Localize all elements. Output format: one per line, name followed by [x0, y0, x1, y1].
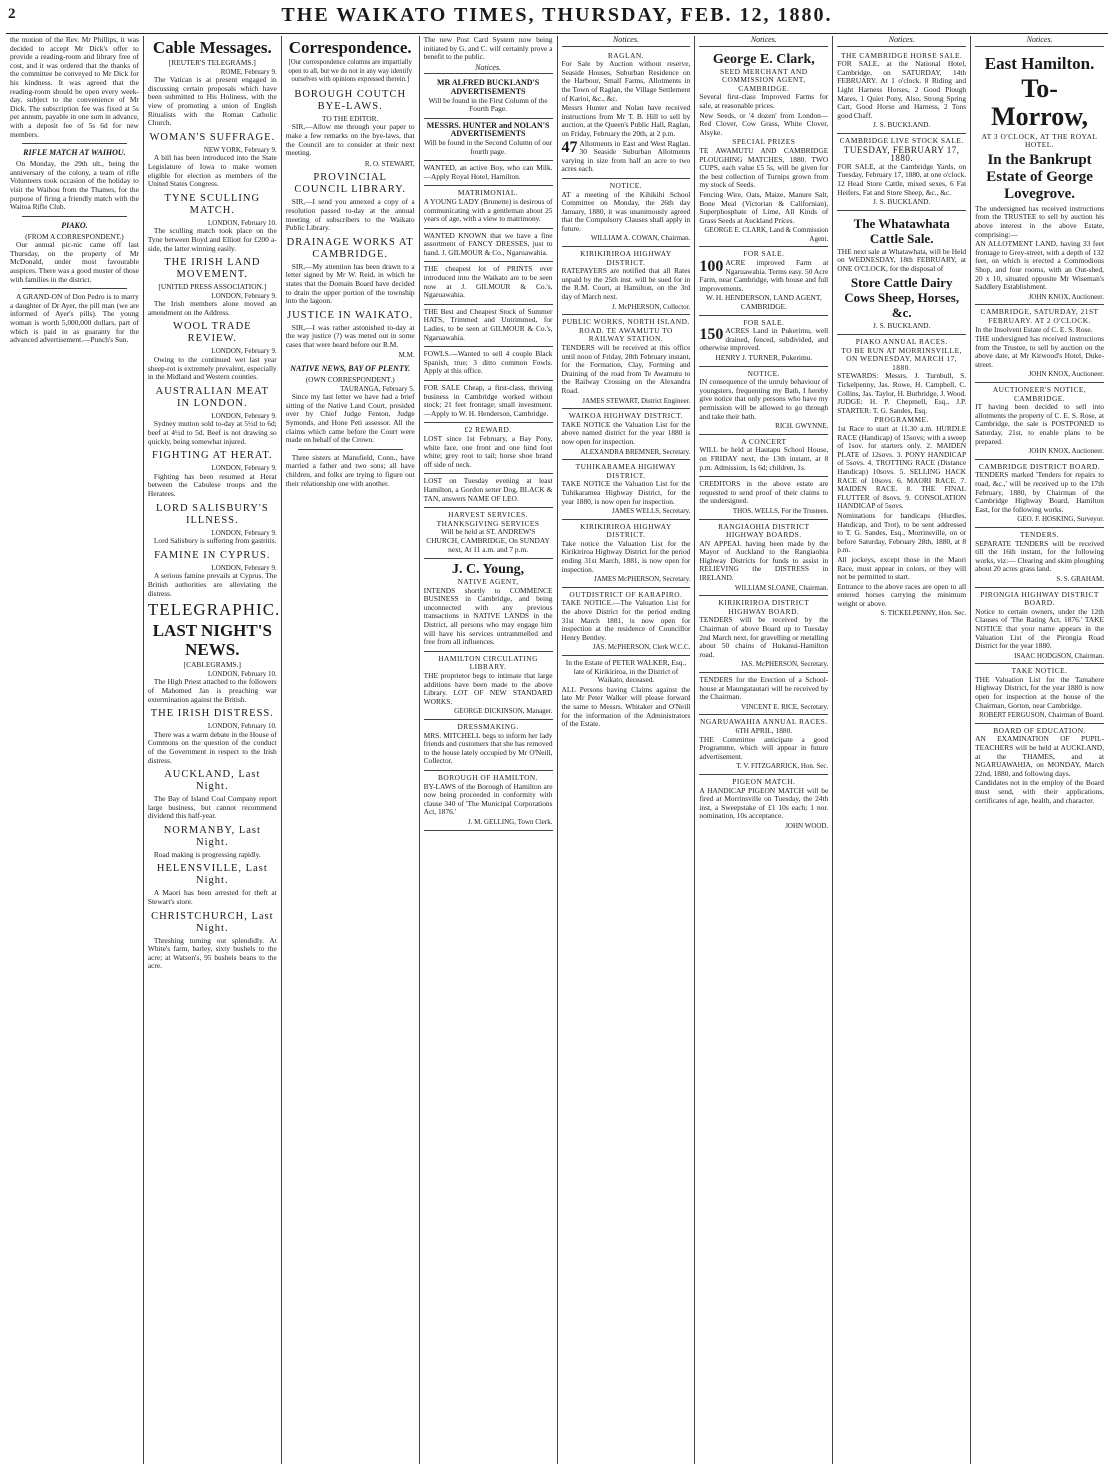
- advert: [837, 211, 966, 335]
- advert-text: THE Best and Cheapest Stock of Summer HATS, Trimmed and Untrimmed, for Ladies, to be seen at GILMOUR & Co.'s, Ngaruawahia.: [423, 306, 553, 342]
- advert-signature: J. S. BUCKLAND.: [873, 120, 931, 130]
- advert-title: J. C. Young,: [451, 562, 525, 578]
- advert-text: INTENDS shortly to COMMENCE BUSINESS in Cambridge, and being unconnected with any previous transactions in NATIVE LANDS in the District, all persons who may engage him will have his services untrammelled and free from all influences.: [423, 585, 553, 647]
- article-heading: PIAKO.: [61, 220, 88, 230]
- dateline: ROME, February 9.: [220, 67, 277, 76]
- advert-text: TE AWAMUTU AND CAMBRIDGE PLOUGHING MATCHES, 1880. TWO CUPS, each value £5 5s, will be given for the best collection of Turnips grown from my stock of Seeds.: [699, 145, 829, 190]
- advert-text: Candidates not in the employ of the Board must send, with their applications, certificates of age, health, and character.: [975, 778, 1104, 805]
- advert-text: TENDERS marked 'Tenders for repairs to road, &c.,' will be received up to the 17th February, 1880, by Chairman of the Cambridge Highway Board, Hamilton East, for the following works.: [975, 470, 1104, 514]
- advert: [562, 179, 691, 247]
- news-heading: TYNE SCULLING MATCH.: [164, 192, 261, 216]
- advert-signature: THOS. WELLS, For the Trustees.: [732, 506, 829, 515]
- advert-text: AT a meeting of the Kihikihi School Committee on Monday, the 26th day January, 1880, it was unanimously agreed that the Compulsory Clauses shall apply in future.: [561, 189, 691, 233]
- advert-title: A CONCERT: [741, 436, 787, 446]
- news-text: The Bay of Island Coal Company report large business, but cannot recommend dividend this half-year.: [147, 794, 277, 821]
- advert: [975, 664, 1104, 724]
- advert-text: AN ALLOTMENT LAND, having 33 feet frontage to Grey-street, with a depth of 132 feet, on which is erected a Commodious Shop, and four rooms, with an Out-shed, 20 x 10, situated opposite Mr Wiseman's Saddlery Establishment.: [975, 239, 1104, 292]
- news-text: Lord Salisbury is suffering from gastritis.: [153, 536, 277, 546]
- advert-signature: J. M. GELLING, Town Clerk.: [467, 817, 553, 826]
- advert: [424, 652, 553, 720]
- advert-text: Will be held at ST. ANDREW'S CHURCH, CAMBRIDGE, On SUNDAY next, At 11 a.m. and 7 p.m.: [426, 527, 550, 554]
- advert-title: PIGEON MATCH.: [732, 776, 796, 786]
- advert-signature: JAS. McPHERSON, Secretary.: [740, 660, 829, 669]
- masthead: [6, 4, 1108, 34]
- news-heading: THE IRISH DISTRESS.: [150, 708, 274, 720]
- advert-title: The Whatawhata Cattle Sale.: [853, 215, 950, 246]
- dateline: LONDON, February 9.: [211, 347, 277, 356]
- news-text: There was a warm debate in the House of Commons on the question of the conduct of the Government in respect to the Irish distress.: [147, 729, 277, 765]
- advert-signature: S. S. GRAHAM.: [1056, 574, 1104, 583]
- advert-text: FOR SALE, at the National Hotel, Cambridge, on SATURDAY, 14th FEBRUARY. At 1 o'clock. 8 Riding and Light Harness Horses, 2 Good Plough Mares, 1 Quiet Pony, Also, Strong Spring Cart, Good Horse and Harness, 2 Tons good Chaff.: [837, 59, 967, 120]
- advert-title: HARVEST SERVICES. THANKSGIVING SERVICES: [436, 510, 540, 528]
- advert-signature: T. V. FITZGARRICK, Hon. Sec.: [736, 762, 829, 771]
- source-note: [CABLEGRAMS.]: [183, 660, 241, 670]
- news-text: Sydney mutton sold to-day at 5½d to 6d; beef at 4½d to 5d. Beef is not drawing so quickly, being somewhat injured.: [147, 419, 277, 446]
- advert-subtitle: ROAD. TE AWAMUTU TO RAILWAY STATION.: [578, 325, 673, 344]
- advert-text: FOR SALE Cheap, a first-class, thriving business in Cambridge worked without stock; 21 feet frontage; small investment.—Apply to W. H. Henderson, Cambridge.: [423, 383, 553, 418]
- column-5: [558, 36, 696, 1464]
- advert-text: Will be found in the Second Column of our fourth page.: [423, 137, 553, 156]
- advert-text: THE undersigned has received instructions from the Trustee, to sell by auction on the above date, at Mr Kirwood's Hotel, Duke-street.: [975, 334, 1104, 369]
- column-3: [282, 36, 420, 1464]
- advert-title: NGARUAWAHIA ANNUAL RACES.: [699, 717, 828, 727]
- advert-title: MR ALFRED BUCKLAND'S ADVERTISEMENTS: [436, 78, 540, 96]
- advert-signature: JAMES McPHERSON, Secretary.: [594, 575, 691, 584]
- column-2: [144, 36, 282, 1464]
- advert-signature: HENRY J. TURNER, Pukerimu.: [715, 353, 813, 362]
- advert: [699, 520, 828, 597]
- advert-text: STEWARDS: Messrs. J. Turnbull, S. Tickelpenny, Jas. Rowe, H. Campbell, C. Collins, Jas. Taylor, H. Burbridge, J. Wood. JUDGE: H. P. Chepmell, Esq., J.P. STARTER: T. G. Sandes, Esq.: [837, 371, 967, 415]
- advert: [699, 367, 828, 435]
- letter-salutation: TO THE EDITOR.: [321, 113, 379, 123]
- advert-text: For Sale by Auction without reserve, Seaside Houses, Suburban Residence on the Harbour, Small Farms, Allotments in the Town of Raglan, the Village Settlement of Karioi, &c., &c.: [561, 59, 691, 103]
- advert-title: PUBLIC WORKS, NORTH ISLAND.: [562, 317, 690, 327]
- news-heading: NORMANBY, Last Night.: [163, 824, 261, 848]
- advert-text: Messrs Hunter and Nolan have received instructions from Mr T. B. Hill to sell by auction, at the Queen's Public Hall, Raglan, on Friday, February the 20th, at 2 p.m.: [561, 103, 691, 138]
- section-title-telegraphic: TELEGRAPHIC.: [147, 600, 281, 620]
- dateline: LONDON, February 9.: [211, 464, 277, 473]
- advert-title: CAMBRIDGE LIVE STOCK SALE.: [839, 135, 964, 145]
- advert-title: TENDERS.: [1020, 529, 1060, 539]
- divider: [298, 449, 403, 450]
- news-text: The Irish members alone moved an amendment on the Address.: [147, 299, 277, 317]
- advert: [562, 315, 691, 409]
- advert-text: TAKE NOTICE the Valuation List for the Tuhikaramea Highway District, for the year 1880, is now open for inspection.: [561, 479, 691, 506]
- advert-text-span: Allotments in East and West Raglan. 30 Seaside Suburban Allotments varying in size from half an acre to two acres each.: [561, 138, 691, 174]
- advert-text: THE Committee anticipate a good Programme, which will appear in future advertisement.: [699, 734, 829, 761]
- advert: [699, 715, 828, 775]
- advert-title: BOROUGH OF HAMILTON.: [437, 772, 539, 782]
- advert-title: NOTICE.: [609, 180, 643, 190]
- advert-signature: WILLIAM SLOANE, Chairman.: [734, 583, 829, 592]
- advert: [424, 76, 553, 118]
- advert-subtitle: PROGRAMME.: [874, 415, 929, 425]
- article-heading: NATIVE NEWS, BAY OF PLENTY.: [290, 364, 411, 374]
- column-heading: Notices.: [975, 36, 1104, 47]
- news-heading: THE IRISH LAND MOVEMENT.: [164, 257, 261, 281]
- advert-text: The undersigned has received instructions from the TRUSTEE to sell by auction his above interest in the above Estate, comprising:—: [975, 203, 1104, 239]
- advert-text: In the Estate of PETER WALKER, Esq., late of Kirikiriroa, in the District of Waikato, deceased.: [565, 658, 687, 685]
- advert-title: NOTICE.: [747, 368, 781, 378]
- advert: [424, 720, 553, 771]
- advert-text: [699, 327, 828, 353]
- letter-text: SIR,—Allow me through your paper to make a few remarks on the bye-laws, that the Council are to consider at their next meeting.: [285, 122, 415, 158]
- advert-subtitle: AT 3 O'CLOCK, AT THE ROYAL HOTEL.: [981, 131, 1098, 150]
- advert-title: KIRIKIRIROA HIGHWAY DISTRICT.: [580, 521, 672, 540]
- column-1: [6, 36, 144, 1464]
- advert-signature: GEORGE DICKINSON, Manager.: [454, 707, 553, 716]
- advert: [562, 409, 691, 460]
- letter-heading: JUSTICE IN WAIKATO.: [287, 309, 414, 321]
- section-title-cable-messages: Cable Messages.: [152, 38, 272, 57]
- advert-title: PIRONGIA HIGHWAY DISTRICT BOARD.: [980, 589, 1099, 608]
- advert-title: East Hamilton.: [984, 53, 1095, 73]
- advert-title: Store Cattle Dairy Cows Sheep, Horses, &c.: [844, 275, 960, 321]
- advert-text-span: ACRE improved Farm at Ngaruawahia. Terms easy. 50 Acre Farm, near Cambridge, with house and full improvements.: [699, 258, 829, 293]
- article-text: Our annual pic-nic came off last Thursday, on the property of Mr McDonald, under most favourable auspices. There was a good muster of those with families in the district.: [10, 240, 139, 284]
- advert: [699, 596, 828, 673]
- letter-signature: R. O. STEWART,: [364, 159, 415, 168]
- advert-number: 100: [699, 258, 724, 276]
- advert-title: RANGIAOHIA DISTRICT HIGHWAY BOARDS.: [718, 521, 810, 540]
- advert-title: WAIKOA HIGHWAY DISTRICT.: [568, 411, 684, 421]
- advert: [424, 381, 553, 423]
- advert-text: 1st Race to start at 11.30 a.m. HURDLE RACE (Handicap) of 15sovs; with a sweep of 1sov. for starters only. 2. MAIDEN PLATE of 12sovs. 3. PONY HANDICAP of 5sovs. 4. TROTTING RACE (Distance Handicap) 10sovs. 5. SELLING HACK RACE of 10sovs. 6. MAORI RACE. 7. MAIDEN RACE. 8. THE FINAL FLUTTER of 8sovs. 9. CONSOLATION HANDICAP of 5sovs.: [837, 424, 967, 511]
- advert-subtitle: TUESDAY, FEBRUARY 17, 1880.: [843, 144, 960, 164]
- column-heading: Notices.: [424, 64, 553, 75]
- advert-text: AN APPEAL having been made by the Mayor of Auckland to the Rangiaohia Highway Districts for funds to assist in RELIEVING the DISTRESS in IRELAND.: [699, 538, 829, 583]
- advert: [975, 460, 1104, 528]
- dateline: TAURANGA, February 5.: [340, 384, 415, 393]
- advert-signature: J. S. BUCKLAND.: [873, 197, 931, 207]
- advert-text: Take notice the Valuation List for the Kirikiriroa Highway District for the period ending 31st March, 1881, is now open for inspection.: [561, 538, 691, 574]
- advert-text: A HANDICAP PIGEON MATCH will be fired at Morrinsville on Tuesday, the 24th inst, a Sweepstake of £1 10s each; 1 nor. nomination, 10s acceptance.: [699, 785, 829, 821]
- advert-text: IT having been decided to sell into allotments the property of C. E. S. Rose, at Cambridge, the sale is POSTPONED to Saturday, 21st, to enable plans to be prepared.: [975, 402, 1104, 446]
- advert-text: SEPARATE TENDERS will be received till the 16th instant, for the following works, viz:— Clearing and skim ploughing about 20 acres grass land.: [975, 538, 1104, 574]
- advert-title: THE CAMBRIDGE HORSE SALE.: [841, 50, 963, 60]
- advert-text: RATEPAYERS are notified that all Rates unpaid by the 25th inst. will be sued for in the R.M. Court, at Hamilton, on the 3rd day of March next.: [561, 266, 691, 302]
- divider: [22, 143, 127, 144]
- advert-text: TENDERS will be received at this office until noon of Friday, 20th February instant, for the Formation, Clay, Forming and Draining of the road from Te Awamutu to the Railway Crossing on the Alexandra Road.: [561, 343, 691, 395]
- advert-title: FOR SALE.: [743, 317, 785, 327]
- dateline: LONDON, February 9.: [211, 563, 277, 572]
- advert-title: FOR SALE.: [743, 249, 785, 259]
- advert-text-span: ACRES Land in Pukerimu, well drained, fenced, subdivided, and otherwise improved.: [699, 326, 829, 353]
- article-text: A GRAND-ON of Don Pedro is to marry a daughter of Dr Ayer, the pill man (we are informed of Ayer's pills). The young woman is worth 5,000,000 dollars, part of which is paid in as guaranty for the advanced advertisement.—Punch's Sun.: [10, 292, 139, 345]
- advert-text: THE cheapest lot of PRINTS ever introduced into the Waikato are to be seen now at J. GILMOUR & Co.'s, Ngaruawahia.: [423, 264, 553, 300]
- advert: [699, 247, 828, 315]
- news-text: A bill has been introduced into the State Legislature of Iowa to make women eligible for election as members of the United States Congress.: [147, 153, 277, 189]
- article-text: Three sisters at Mansfield, Conn., have married a father and two sons; all have children, and folks are trying to figure out their relationship one with another.: [285, 452, 415, 488]
- news-heading: WOMAN'S SUFFRAGE.: [149, 131, 276, 143]
- advert-text: TENDERS for the Erection of a School-house at Maungatautari will be received by the Chairman.: [699, 675, 829, 702]
- advert-text: LOST since 1st February, a Bay Pony, white face, one front and one hind foot white; grey root to tail; horse shoe brand off side of neck.: [423, 433, 553, 469]
- advert-text: TAKE NOTICE.—The Valuation List for the above District for the period ending 31st March 1881, is now open for inspection at the residence of Councillor Henry Bentley.: [561, 598, 691, 642]
- source-note: [REUTER'S TELEGRAMS.]: [168, 58, 256, 67]
- advert-signature: J. McPHERSON, Collector.: [612, 302, 691, 311]
- advert-signature: W. H. HENDERSON, LAND AGENT, CAMBRIDGE.: [705, 293, 822, 312]
- advert: [975, 588, 1104, 665]
- news-text: A Maori has been arrested for theft at Stewart's store.: [147, 888, 277, 907]
- advert-text: LOST on Tuesday evening at least Hamilton, a Gordon setter Dog, BLACK & TAN, answers NAME OF LEO.: [423, 476, 553, 503]
- advert-date: 6TH APRIL, 1880.: [735, 725, 793, 735]
- news-heading: AUSTRALIAN MEAT IN LONDON.: [155, 385, 269, 409]
- advert: [424, 423, 553, 474]
- section-title-last-nights-news: LAST NIGHT'S NEWS.: [152, 621, 272, 660]
- columns: [6, 36, 1108, 1464]
- page-number: 2: [8, 6, 16, 22]
- advert-signature: JOHN KNOX, Auctioneer.: [1028, 370, 1104, 379]
- advert-title: TUHIKARAMEA HIGHWAY DISTRICT.: [575, 462, 677, 480]
- advert: [975, 724, 1104, 809]
- advert: [562, 520, 691, 588]
- advert-text: Several first-class Improved Farms for sale, at reasonable prices.: [699, 92, 829, 110]
- advert-signature: JAMES STEWART, District Engineer.: [582, 396, 691, 405]
- advert-title: DRESSMAKING.: [457, 722, 519, 731]
- advert-text: TENDERS will be received by the Chairman of above Board up to Tuesday 2nd March next, for gravelling or metalling about 50 chains of Hukanui-Hamilton road.: [699, 615, 829, 659]
- advert: [562, 656, 691, 733]
- news-text: Owing to the continued wet last year sheep-rot is extremely prevalent, especially in the Midland and Western counties.: [147, 355, 277, 382]
- article-text: Since my last letter we have had a brief sitting of the Native Land Court, presided over by Chief Judge Fenton, Judge Symonds, and Hone Peti assessor. All the claims which came before the Court were made on behalf of the Crown.: [285, 392, 415, 445]
- news-heading: AUCKLAND, Last Night.: [164, 769, 261, 793]
- news-text: The sculling match took place on the Tyne between Boyd and Elliott for £200 a-side, the latter winning easily.: [147, 226, 277, 253]
- advert-signature: VINCENT E. RICE, Secretary.: [740, 702, 829, 711]
- dateline: LONDON, February 10.: [207, 669, 277, 678]
- dateline: LONDON, February 10.: [207, 218, 277, 227]
- advert-title: OUTDISTRICT OF KARAPIRO.: [569, 589, 683, 599]
- advert: [424, 771, 553, 831]
- advert-text: [562, 140, 691, 174]
- advert: [837, 49, 966, 134]
- letter-heading: DRAINAGE WORKS AT CAMBRIDGE.: [286, 236, 414, 260]
- advert: [424, 559, 553, 652]
- advert: [424, 474, 553, 508]
- advert-signature: ALEXANDRA BREMNER, Secretary.: [580, 447, 691, 456]
- article-subheading: (FROM A CORRESPONDENT.): [25, 231, 124, 241]
- dateline: LONDON, February 9.: [211, 528, 277, 537]
- article-subheading: (OWN CORRESPONDENT.): [305, 375, 395, 385]
- section-title-correspondence: Correspondence.: [288, 38, 412, 57]
- advert-subtitle: NATIVE AGENT,: [457, 577, 519, 587]
- dateline: LONDON, February 9.: [211, 291, 277, 300]
- advert-title: PIAKO ANNUAL RACES.: [855, 337, 948, 347]
- letter-heading: PROVINCIAL COUNCIL LIBRARY.: [294, 172, 407, 196]
- advert-text: Fencing Wire, Oats, Maize, Manure Salt, Bone Meal (Victorian & Californian), Superphosphate of Lime, All Kinds of Grass Seeds at Auckland Prices.: [699, 189, 829, 225]
- advert-number: 150: [699, 326, 724, 344]
- advert-title: MATRIMONIAL.: [457, 188, 519, 198]
- article-text: The new Post Card System now being initiated by G. and C. will certainly prove a benefit to the public.: [423, 36, 553, 62]
- advert: [699, 477, 828, 519]
- advert: [562, 247, 691, 315]
- advert-title: George E. Clark,: [712, 51, 815, 67]
- advert: [975, 305, 1104, 383]
- advert: [424, 262, 553, 304]
- advert-text: BY-LAWS of the Borough of Hamilton are now being proceeded in conformity with clause 340 of 'The Municipal Corporations Act, 1876.': [423, 781, 553, 817]
- advert-signature: ISAAC HODGSON, Chairman.: [1014, 651, 1104, 660]
- advert-title-large: To-Morrow,: [991, 73, 1089, 131]
- advert-signature: J. S. BUCKLAND.: [873, 321, 931, 331]
- advert-text: Entrance to the above races are open to all entered horses carrying the minimum weight or above.: [837, 581, 967, 608]
- advert: [837, 134, 966, 211]
- advert-text: MRS. MITCHELL begs to inform her lady friends and customers that she has removed to the house lately occupied by Mr O'Neill, Collector.: [423, 730, 553, 766]
- advert-text: New Seeds, or '4 dozen' from London—Red Clover, Cow Grass, White Clover, Alsyke.: [699, 110, 829, 137]
- advert: [424, 508, 553, 559]
- advert-signature: JAMES WELLS, Secretary.: [612, 507, 691, 516]
- advert: [424, 305, 553, 347]
- column-heading: Notices.: [837, 36, 966, 47]
- advert: [699, 775, 828, 834]
- divider: [22, 216, 127, 217]
- news-heading: FAMINE IN CYPRUS.: [154, 549, 271, 561]
- advert: [562, 588, 691, 656]
- column-7: [833, 36, 971, 1464]
- advert: [562, 49, 691, 179]
- advert-text: THE next sale at Whatawhata, will be Held on WEDNESDAY, 18th FEBRUARY, at ONE O'CLOCK, for the disposal of: [837, 246, 967, 273]
- advert-title: TAKE NOTICE.: [1011, 666, 1068, 676]
- advert: [699, 49, 828, 248]
- advert-text: AN EXAMINATION OF PUPIL-TEACHERS will be held at AUCKLAND, at the THAMES, and at NGARUAWAHIA, on MONDAY, March 22nd, 1880, and following days.: [975, 734, 1104, 778]
- advert-signature: JOHN KNOX, Auctioneer.: [1028, 292, 1104, 301]
- advert: [424, 186, 553, 228]
- advert-title: CAMBRIDGE, SATURDAY, 21ST FEBRUARY. AT 2 O'CLOCK.: [980, 307, 1099, 325]
- advert: [699, 435, 828, 477]
- advert-title: KIRIKIRIROA HIGHWAY DISTRICT.: [580, 249, 672, 267]
- news-heading: CHRISTCHURCH, Last Night.: [151, 910, 274, 934]
- advert-title: £2 REWARD.: [464, 425, 512, 435]
- advert: [424, 229, 553, 263]
- article-text: On Monday, the 29th ult., being the anniversary of the colony, a team of rifle Volunteers took occasion of the holiday to visit the Waihou from the Thames, for the purpose of firing a friendly match with the Waitoa Rifle Club.: [10, 159, 139, 212]
- advert-text: All jockeys, except those in the Maori Race, must appear in colors, or they will not be permitted to start.: [837, 554, 967, 582]
- letter-text: SIR,—I was rather astonished to-day at the way justice (?) was meted out in some cases that were heard before our R.M.: [285, 322, 415, 349]
- dateline: LONDON, February 9.: [211, 411, 277, 420]
- advert: [562, 460, 691, 520]
- advert-title: BOARD OF EDUCATION.: [993, 725, 1086, 735]
- advert-signature: ROBERT FERGUSON, Chairman of Board.: [978, 711, 1104, 720]
- advert: [975, 528, 1104, 588]
- advert: [975, 49, 1104, 306]
- advert-text: FOR SALE, at the Cambridge Yards, on Tuesday, February 17, 1880, at one o'clock. 12 Head Store Cattle, mixed sexes, 6 Fat Heifers, Fat and Store Sheep, &c., &c.: [837, 161, 967, 197]
- advert: [699, 316, 828, 367]
- news-text: Fighting has been resumed at Herat between the Cabulese troops and the Heratees.: [147, 471, 277, 498]
- advert-text: FOWLS.—Wanted to sell 4 couple Black Spanish, true; 3 ditto common Fowls. Apply at this office.: [423, 349, 553, 376]
- advert-signature: JOHN WOOD.: [785, 821, 829, 830]
- advert-subtitle: SPECIAL PRIZES: [732, 137, 796, 147]
- letter-signature: M.M.: [398, 351, 415, 360]
- dateline: NEW YORK, February 9.: [203, 145, 277, 154]
- advert-subtitle: TO BE RUN AT MORRINSVILLE, ON WEDNESDAY, MARCH 17, 1880.: [841, 345, 962, 372]
- letter-text: SIR,—My attention has been drawn to a letter signed by Mr W. Reid, in which he states that the Domain Board have decided to drain the upper portion of the township into the lagoon.: [285, 261, 415, 306]
- advert-text: ALL Persons having Claims against the late Mr Peter Walker will please forward the same to Messrs. Whitaker and O'Neill for the information of the Administrators of the Estate.: [561, 684, 691, 729]
- advert-text: THE Valuation List for the Tamahere Highway District, for the year 1880 is now open for inspection at the house of the Chairman, Gorton, near Cambridge.: [975, 674, 1104, 710]
- column-heading: Notices.: [562, 36, 691, 47]
- advert-signature: JAS. McPHERSON, Clerk W.C.C.: [592, 643, 691, 652]
- news-text: The High Priest attached to the followers of Mahomed Jan is preaching war extermination against the British.: [147, 677, 277, 704]
- source-note: [UNITED PRESS ASSOCIATION.]: [158, 282, 267, 292]
- advert-text: Nominations for handicaps (Hurdles, Handicap, and Trot), to be sent addressed to T. G. Sandes, Esq., Morrinsville, on or before Saturday, February 28th, 1880, at 8 p.m.: [837, 510, 967, 555]
- advert-text: WILL be held at Hautapu School House, on FRIDAY next, the 13th instant, at 8 p.m. Admission, 1s 6d; children, 1s.: [699, 445, 829, 472]
- advert-text: THE proprietor begs to intimate that large additions have been made to the above Library. LOT OF NEW STANDARD WORKS.: [423, 671, 553, 706]
- advert-signature: RICH. GWYNNE.: [775, 422, 829, 431]
- advert-signature: GEO. F. HOSKING, Surveyor.: [1017, 515, 1104, 524]
- advert-signature: WILLIAM A. COWAN, Chairman.: [590, 234, 691, 243]
- advert-subtitle: SEED MERCHANT AND COMMISSION AGENT, CAMBRIDGE.: [720, 66, 808, 93]
- advert-title: In the Bankrupt Estate of George Lovegrove.: [986, 151, 1093, 202]
- advert-title: CAMBRIDGE DISTRICT BOARD.: [978, 461, 1101, 471]
- dateline: LONDON, February 10.: [207, 722, 277, 731]
- advert-signature: GEORGE E. CLARK, Land & Commission Agent.: [704, 226, 829, 243]
- news-text: A serious famine prevails at Cyprus. The British authorities are alleviating the distress.: [147, 571, 277, 598]
- newspaper-title: THE WAIKATO TIMES, THURSDAY, FEB. 12, 1880.: [281, 4, 833, 26]
- advert-signature: S. TICKELPENNY, Hon. Sec.: [880, 609, 967, 618]
- news-text: The Vatican is at present engaged in discussing certain proposals which have been submitted to His Holiness, with the view of promoting a union of English Ritualists with the Roman Catholic Church.: [147, 75, 277, 128]
- advert-text: Will be found in the First Column of the Fourth Page.: [428, 95, 548, 114]
- column-6: [695, 36, 833, 1464]
- advert-text: TAKE NOTICE the Valuation List for the above named district for the year 1880 is now open for inspection.: [561, 419, 691, 446]
- news-text: Road making is progressing rapidly.: [153, 849, 261, 859]
- article-heading: RIFLE MATCH AT WAIHOU.: [23, 148, 126, 158]
- column-8: [971, 36, 1108, 1464]
- advert: [837, 335, 966, 621]
- letter-heading: BOROUGH COUTCH BYE-LAWS.: [294, 88, 407, 112]
- news-heading: WOOL TRADE REVIEW.: [173, 321, 252, 345]
- advert-title: HAMILTON CIRCULATING LIBRARY.: [438, 653, 538, 672]
- advert: [424, 347, 553, 381]
- advert-text: In the Insolvent Estate of C. E. S. Rose.: [975, 324, 1093, 334]
- news-heading: LORD SALISBURY'S ILLNESS.: [155, 502, 269, 526]
- advert-text: A YOUNG LADY (Brunette) is desirous of communicating with a gentleman about 25 years of age, with a view to matrimony.: [423, 196, 553, 224]
- column-4: [420, 36, 558, 1464]
- letter-text: SIR,—I send you annexed a copy of a resolution passed to-day at the annual meeting of subscribers to the Waikato Public Library.: [285, 197, 415, 233]
- advert: [424, 119, 553, 161]
- advert-text: [699, 259, 828, 293]
- advert-text: IN consequence of the unruly behaviour of youngsters, frequenting my Bath, I hereby give notice that only persons who have my permission will be allowed to go through and take their bath.: [699, 377, 829, 421]
- news-heading: FIGHTING AT HERAT.: [152, 450, 273, 462]
- advert-title: AUCTIONEER'S NOTICE, CAMBRIDGE.: [992, 385, 1087, 403]
- advert-text: WANTED KNOWN that we have a fine assortment of FANCY DRESSES, just to hand. J. GILMOUR & Co., Ngaruawahia.: [423, 230, 553, 257]
- advert-number: 47: [561, 138, 578, 156]
- article-text: the motion of the Rev. Mr Phillips, it was decided to accept Mr Dick's offer to provide a reading-room and library free of cost, and it was ordered that the thanks of the committee be conveyed to Mr Dick for his kindness. It was agreed that the reading-room should be open every week-day, subject to the convenience of Mr Dick. The subscription fee was fixed at 5s per annum, payable in one sum in advance, with a deposit fee of 5s 6d for new members.: [10, 36, 139, 139]
- advert-title: RAGLAN.: [607, 50, 645, 60]
- advert: [424, 161, 553, 186]
- advert: [699, 673, 828, 715]
- news-heading: HELENSVILLE, Last Night.: [156, 863, 268, 887]
- advert-signature: JOHN KNOX, Auctioneer.: [1028, 447, 1104, 456]
- advert-title: KIRIKIRIROA DISTRICT HIGHWAY BOARD.: [718, 598, 810, 616]
- advert: [975, 383, 1104, 460]
- advert-title: MESSRS. HUNTER and NOLAN'S ADVERTISEMENTS: [426, 120, 550, 139]
- news-text: Threshing turning out splendidly. At White's farm, barley, sixty bushels to the acre; at Watson's, 95 bushels beans to the acre.: [147, 935, 277, 971]
- advert-text: Notice to certain owners, under the 12th Clauses of 'The Rating Act, 1876.' TAKE NOTICE that your name appears in the Valuation List of the Pirongia Road District for the year 1880.: [975, 606, 1104, 651]
- column-heading: Notices.: [699, 36, 828, 47]
- divider: [22, 288, 127, 289]
- editorial-note: [Our correspondence columns are impartially open to all, but we do not in any way identify ourselves with opinions expressed therein.]: [288, 59, 413, 84]
- advert-text: WANTED, an active Boy, who can Milk.—Apply Royal Hotel, Hamilton.: [423, 163, 553, 181]
- advert-text: CREDITORS in the above estate are requested to send proof of their claims to the undersigned.: [699, 479, 829, 506]
